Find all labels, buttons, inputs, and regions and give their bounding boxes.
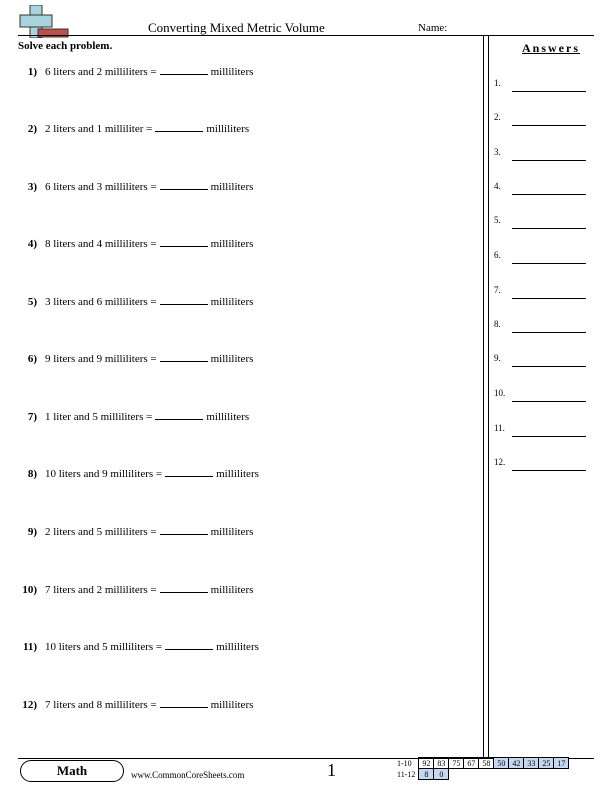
- score-cell: 17: [554, 758, 569, 769]
- problem-item: [18, 699, 253, 711]
- score-cell-empty: [509, 769, 524, 780]
- problem-unit: milliliters: [210, 66, 254, 78]
- score-cell: 50: [494, 758, 509, 769]
- problem-number: 2): [27, 123, 37, 135]
- answer-blank[interactable]: [165, 649, 213, 650]
- problem-item: [18, 526, 253, 538]
- answer-line[interactable]: [512, 194, 586, 195]
- score-cell: 92: [419, 758, 434, 769]
- answer-slot: [494, 215, 589, 229]
- answer-line[interactable]: [512, 298, 586, 299]
- answer-label: 9.: [494, 353, 501, 363]
- answer-slot: [494, 285, 589, 299]
- answer-blank[interactable]: [160, 304, 208, 305]
- problem-number: 5): [27, 296, 37, 308]
- problem-unit: milliliters: [206, 123, 250, 135]
- problem-text: 3 liters and 6 milliliters =: [45, 296, 157, 308]
- math-badge: Math: [20, 760, 124, 782]
- problem-text: 2 liters and 1 milliliter =: [45, 123, 153, 135]
- answer-slot: [494, 423, 589, 437]
- score-cell-empty: [524, 769, 539, 780]
- answer-blank[interactable]: [155, 131, 203, 132]
- problem-text: 10 liters and 9 milliliters =: [45, 468, 163, 480]
- score-cell: 83: [434, 758, 449, 769]
- answer-label: 7.: [494, 285, 501, 295]
- answers-title: Answers: [522, 41, 580, 55]
- score-cell: 33: [524, 758, 539, 769]
- problem-item: [18, 411, 249, 423]
- score-cell-empty: [494, 769, 509, 780]
- score-table: [396, 757, 569, 780]
- plus-and-minus-logo-icon: [18, 5, 70, 38]
- score-row-label: 11-12: [397, 769, 416, 779]
- answer-line[interactable]: [512, 366, 586, 367]
- score-row: [396, 758, 569, 769]
- answer-label: 8.: [494, 319, 501, 329]
- problem-item: [18, 123, 249, 135]
- problem-item: [18, 468, 259, 480]
- problem-item: [18, 296, 253, 308]
- problem-unit: milliliters: [210, 296, 254, 308]
- problem-number: 9): [27, 526, 37, 538]
- answer-blank[interactable]: [160, 189, 208, 190]
- answer-line[interactable]: [512, 91, 586, 92]
- problem-text: 7 liters and 2 milliliters =: [45, 584, 157, 596]
- problem-number: 12): [22, 699, 37, 711]
- answer-line[interactable]: [512, 332, 586, 333]
- name-label: Name:: [418, 22, 448, 34]
- answer-slot: [494, 388, 589, 402]
- page-number: 1: [327, 760, 336, 780]
- answer-blank[interactable]: [160, 74, 208, 75]
- answer-label: 6.: [494, 250, 501, 260]
- problem-text: 6 liters and 2 milliliters =: [45, 66, 157, 78]
- problem-unit: milliliters: [210, 526, 254, 538]
- problem-text: 7 liters and 8 milliliters =: [45, 699, 157, 711]
- problem-number: 7): [27, 411, 37, 423]
- problem-item: [18, 584, 253, 596]
- problem-number: 6): [27, 353, 37, 365]
- answer-blank[interactable]: [165, 476, 213, 477]
- problem-unit: milliliters: [210, 584, 254, 596]
- problem-item: [18, 181, 253, 193]
- score-cell-empty: [479, 769, 494, 780]
- answer-line[interactable]: [512, 160, 586, 161]
- score-cell-empty: [539, 769, 554, 780]
- answer-slot: [494, 457, 589, 471]
- score-row-label: 1-10: [397, 758, 412, 768]
- problem-number: 8): [27, 468, 37, 480]
- score-cell: 75: [449, 758, 464, 769]
- problem-number: 4): [27, 238, 37, 250]
- score-cell: 25: [539, 758, 554, 769]
- problem-number: 11): [22, 641, 37, 653]
- answer-slot: [494, 181, 589, 195]
- worksheet-title: Converting Mixed Metric Volume: [148, 20, 325, 35]
- answer-slot: [494, 250, 589, 264]
- problem-text: 6 liters and 3 milliliters =: [45, 181, 157, 193]
- answer-line[interactable]: [512, 470, 586, 471]
- answer-line[interactable]: [512, 125, 586, 126]
- answer-label: 11.: [494, 423, 505, 433]
- answer-blank[interactable]: [160, 361, 208, 362]
- answer-slot: [494, 112, 589, 126]
- answer-slot: [494, 319, 589, 333]
- answer-label: 2.: [494, 112, 501, 122]
- score-cell: 8: [419, 769, 434, 780]
- answer-blank[interactable]: [160, 534, 208, 535]
- score-cell-empty: [449, 769, 464, 780]
- problem-unit: milliliters: [210, 353, 254, 365]
- score-cell-empty: [554, 769, 569, 780]
- problem-unit: milliliters: [216, 641, 259, 653]
- problem-item: [18, 641, 259, 653]
- score-row: [396, 769, 569, 780]
- score-cell: 42: [509, 758, 524, 769]
- problem-text: 9 liters and 9 milliliters =: [45, 353, 157, 365]
- header-divider: [18, 35, 594, 36]
- answer-label: 1.: [494, 78, 501, 88]
- answer-blank[interactable]: [160, 246, 208, 247]
- answer-label: 5.: [494, 215, 501, 225]
- problem-unit: milliliters: [210, 181, 254, 193]
- answer-blank[interactable]: [160, 707, 208, 708]
- instructions: Solve each problem.: [18, 40, 113, 52]
- answer-label: 12.: [494, 457, 506, 467]
- problem-unit: milliliters: [210, 699, 254, 711]
- problem-text: 2 liters and 5 milliliters =: [45, 526, 157, 538]
- problem-unit: milliliters: [216, 468, 259, 480]
- score-cell: 67: [464, 758, 479, 769]
- problem-text: 10 liters and 5 milliliters =: [45, 641, 163, 653]
- problem-item: [18, 353, 253, 365]
- answer-line[interactable]: [512, 436, 586, 437]
- problem-item: [18, 238, 253, 250]
- site-link[interactable]: www.CommonCoreSheets.com: [131, 770, 245, 780]
- problem-text: 1 liter and 5 milliliters =: [45, 411, 153, 423]
- problem-item: [18, 66, 253, 78]
- score-cell: 58: [479, 758, 494, 769]
- problem-number: 1): [27, 66, 37, 78]
- score-cell-empty: [464, 769, 479, 780]
- score-cell: 0: [434, 769, 449, 780]
- answer-slot: [494, 353, 589, 367]
- problem-unit: milliliters: [210, 238, 254, 250]
- answer-label: 3.: [494, 147, 501, 157]
- answer-blank[interactable]: [160, 592, 208, 593]
- problem-unit: milliliters: [206, 411, 250, 423]
- answer-blank[interactable]: [155, 419, 203, 420]
- answer-line[interactable]: [512, 401, 586, 402]
- answer-slot: [494, 147, 589, 161]
- problem-text: 8 liters and 4 milliliters =: [45, 238, 157, 250]
- column-divider: [483, 36, 489, 758]
- answer-label: 4.: [494, 181, 501, 191]
- answer-line[interactable]: [512, 228, 586, 229]
- answer-label: 10.: [494, 388, 506, 398]
- problem-number: 10): [22, 584, 37, 596]
- answer-slot: [494, 78, 589, 92]
- problem-number: 3): [27, 181, 37, 193]
- answer-line[interactable]: [512, 263, 586, 264]
